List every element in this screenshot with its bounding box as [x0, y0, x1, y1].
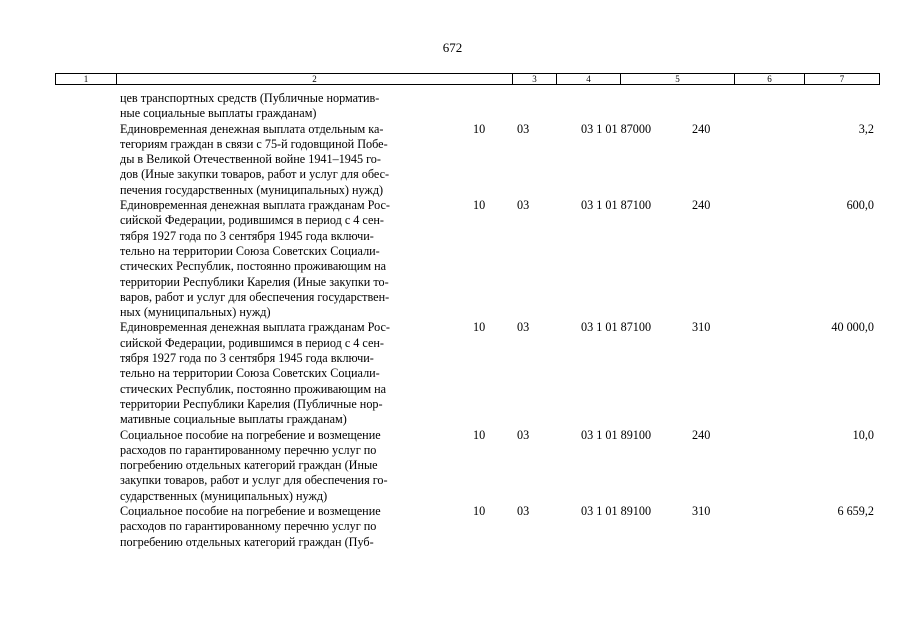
table-row: [0, 428, 905, 504]
row-description: цев транспортных средств (Публичные норматив- ные социальные выплаты гражданам): [120, 91, 380, 121]
row-vr: 240: [692, 198, 711, 213]
header-col-6: 6: [734, 74, 804, 84]
row-description: Единовременная денежная выплата отдельным ка- тегориям граждан в связи с 75-й годовщиной Побе- ды в Великой Отечественной войне 1941–1945 го- дов (Иные закупки товаров, работ и услуг для обес- печения государственных (муниципальных) нужд): [120, 121, 390, 197]
header-col-2: 2: [116, 74, 512, 84]
row-sum: 6 659,2: [837, 504, 874, 519]
row-vr: 310: [692, 504, 711, 519]
row-csr: 03 1 01 87000: [581, 121, 652, 136]
row-podrazdel: 03: [517, 427, 530, 442]
header-col-4: 4: [556, 74, 620, 84]
row-vr: 240: [692, 121, 711, 136]
table-body: [0, 91, 905, 550]
row-podrazdel: 03: [517, 504, 530, 519]
row-razdel: 10: [473, 427, 486, 442]
header-col-5: 5: [620, 74, 734, 84]
row-sum: 600,0: [846, 198, 874, 213]
row-podrazdel: 03: [517, 121, 530, 136]
row-description: Социальное пособие на погребение и возмещение расходов по гарантированному перечню услуг по погребению отдельных категорий граждан (Пуб-: [120, 504, 381, 549]
row-description: Единовременная денежная выплата гражданам Рос- сийской Федерации, родившимся в период с 4 сен- тября 1927 года по 3 сентября 1945 года включи- тельно на территории Союза Советских Социали- стических Республик, постоянно проживающим на территории Республики Карелия (Публичные нор- мативные социальные выплаты гражданам): [120, 320, 390, 427]
row-razdel: 10: [473, 504, 486, 519]
row-description: Единовременная денежная выплата гражданам Рос- сийской Федерации, родившимся в период с 4 сен- тября 1927 года по 3 сентября 1945 года включи- тельно на территории Союза Советских Социали- стических Республик, постоянно проживающим на территории Республики Карелия (Иные закупки то- варов, работ и услуг для обеспечения государствен- ных (муниципальных) нужд): [120, 198, 390, 320]
header-col-1: 1: [83, 74, 89, 84]
row-razdel: 10: [473, 320, 486, 335]
row-razdel: 10: [473, 198, 486, 213]
table-header: [55, 73, 880, 85]
row-podrazdel: 03: [517, 320, 530, 335]
header-col-7: 7: [804, 74, 879, 84]
row-sum: 40 000,0: [831, 320, 874, 335]
table-row: [0, 198, 905, 320]
row-csr: 03 1 01 89100: [581, 427, 652, 442]
page-number: 672: [442, 40, 463, 55]
row-csr: 03 1 01 87100: [581, 198, 652, 213]
table-row: [0, 504, 905, 550]
table-row: [0, 122, 905, 198]
row-description: Социальное пособие на погребение и возмещение расходов по гарантированному перечню услуг по погребению отдельных категорий граждан (Иные закупки товаров, работ и услуг для обеспечения го- сударственных (муниципальных) нужд): [120, 427, 388, 503]
row-csr: 03 1 01 87100: [581, 320, 652, 335]
row-sum: 10,0: [852, 427, 874, 442]
row-sum: 3,2: [858, 121, 874, 136]
row-vr: 310: [692, 320, 711, 335]
row-vr: 240: [692, 427, 711, 442]
row-podrazdel: 03: [517, 198, 530, 213]
row-razdel: 10: [473, 121, 486, 136]
row-csr: 03 1 01 89100: [581, 504, 652, 519]
header-col-3: 3: [512, 74, 556, 84]
table-row: [0, 320, 905, 427]
table-row: [0, 91, 905, 122]
